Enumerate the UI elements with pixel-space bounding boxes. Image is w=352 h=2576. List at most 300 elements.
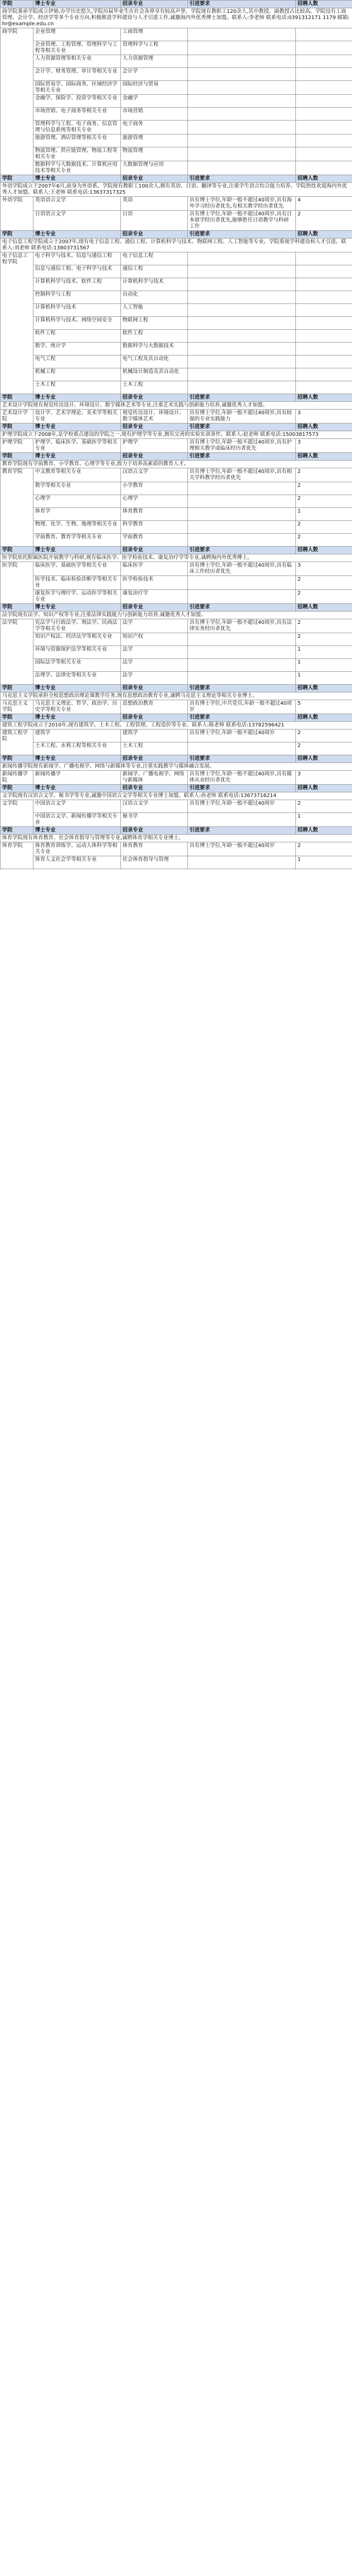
condition-cell (188, 55, 296, 68)
condition-cell (188, 147, 296, 161)
count-cell: 2 (296, 211, 352, 231)
count-cell: 3 (296, 439, 352, 453)
school-name-cell: 医学院 (1, 562, 33, 604)
table-row (1, 95, 352, 108)
table-row (1, 813, 352, 827)
direction-cell: 市场营销 (121, 108, 188, 121)
direction-cell: 管理科学与工程 (121, 41, 188, 55)
count-cell (296, 265, 352, 278)
count-cell: 2 (296, 800, 352, 813)
school-intro: 艺术设计学院现有视觉传达设计、环境设计、数字媒体艺术等专业,注重艺术实践与创新能力培养,诚邀优秀人才加盟。 (1, 402, 352, 410)
count-cell (296, 317, 352, 330)
table-row (1, 562, 352, 576)
condition-cell (188, 304, 296, 317)
condition-cell (188, 343, 296, 355)
table-row (1, 81, 352, 95)
table-header-row (1, 1, 352, 8)
count-cell: 2 (296, 742, 352, 755)
direction-cell: 康复治疗学 (121, 590, 188, 604)
direction-cell: 土木工程 (121, 742, 188, 755)
table-row (1, 304, 352, 317)
condition-cell (188, 672, 296, 685)
count-cell (296, 121, 352, 134)
major-cell: 中文教育等相关专业 (33, 468, 121, 482)
school-name-cell: 商学院 (1, 28, 33, 175)
table-header-row (1, 755, 352, 763)
condition-cell (188, 355, 296, 368)
count-cell: 1 (296, 646, 352, 659)
header-cell: 招聘人数 (296, 755, 352, 763)
table-row (1, 842, 352, 856)
major-cell: 土木工程、水利工程等相关专业 (33, 742, 121, 755)
header-cell: 博士专业 (33, 423, 121, 431)
condition-cell (188, 330, 296, 343)
header-cell: 招聘人数 (296, 785, 352, 792)
table-row (1, 659, 352, 672)
major-cell: 环境与资源保护法学等相关专业 (33, 646, 121, 659)
table-row (1, 211, 352, 231)
school-intro-row (1, 8, 352, 28)
table-row (1, 68, 352, 81)
school-intro-row (1, 239, 352, 252)
count-cell (296, 330, 352, 343)
count-cell: 2 (296, 619, 352, 633)
major-cell: 机械工程 (33, 368, 121, 381)
header-cell: 招聘人数 (296, 827, 352, 835)
major-cell: 国际法学等相关专业 (33, 659, 121, 672)
condition-cell (188, 590, 296, 604)
condition-cell (188, 368, 296, 381)
direction-cell: 电气工程及其自动化 (121, 355, 188, 368)
table-row (1, 576, 352, 590)
school-name-cell: 体育学院 (1, 842, 33, 869)
count-cell (296, 252, 352, 265)
condition-cell: 具有博士学位,年龄一般不超过40周岁,具有临床工作经历者优先 (188, 562, 296, 576)
count-cell: 2 (296, 730, 352, 742)
condition-cell (188, 646, 296, 659)
header-cell: 招聘人数 (296, 394, 352, 402)
condition-cell (188, 381, 296, 394)
major-cell: 国际贸易学、国际商务、区域经济学等相关专业 (33, 81, 121, 95)
header-cell: 博士专业 (33, 175, 121, 183)
header-cell: 学院 (1, 1, 33, 8)
table-row (1, 121, 352, 134)
major-cell: 市场营销、电子商务等相关专业 (33, 108, 121, 121)
school-name-cell: 护理学院 (1, 439, 33, 453)
header-cell: 招聘人数 (296, 423, 352, 431)
condition-cell (188, 278, 296, 291)
school-intro-row (1, 763, 352, 771)
recruitment-table-body (1, 1, 352, 869)
major-cell: 电子科学与技术、信息与通信工程 (33, 252, 121, 265)
count-cell: 2 (296, 521, 352, 534)
condition-cell (188, 161, 296, 175)
count-cell: 2 (296, 468, 352, 482)
direction-cell: 知识产权 (121, 633, 188, 646)
table-row (1, 28, 352, 41)
table-row (1, 410, 352, 423)
count-cell: 1 (296, 659, 352, 672)
header-cell: 博士专业 (33, 685, 121, 692)
header-cell: 招聘人数 (296, 685, 352, 692)
header-cell: 学院 (1, 394, 33, 402)
header-cell: 博士专业 (33, 755, 121, 763)
direction-cell: 旅游管理 (121, 134, 188, 147)
table-row (1, 368, 352, 381)
table-row (1, 495, 352, 508)
header-cell: 招聘人数 (296, 547, 352, 554)
direction-cell: 自动化 (121, 291, 188, 304)
condition-cell: 具有博士学位,中共党员,年龄一般不超过40周岁 (188, 700, 296, 714)
header-cell: 引进要求 (188, 423, 296, 431)
table-row (1, 590, 352, 604)
table-row (1, 742, 352, 755)
header-cell: 学院 (1, 547, 33, 554)
header-cell: 招录专业 (121, 827, 188, 835)
table-row (1, 534, 352, 547)
major-cell: 物流管理、供应链管理、物流工程等相关专业 (33, 147, 121, 161)
recruitment-table (0, 0, 352, 869)
direction-cell: 数据科学与大数据技术 (121, 343, 188, 355)
table-header-row (1, 685, 352, 692)
count-cell (296, 81, 352, 95)
school-name-cell: 建筑工程学院 (1, 730, 33, 755)
table-header-row (1, 714, 352, 722)
table-row (1, 508, 352, 521)
table-row (1, 197, 352, 211)
table-row (1, 330, 352, 343)
header-cell: 引进要求 (188, 827, 296, 835)
major-cell: 物理、化学、生物、地理等相关专业 (33, 521, 121, 534)
table-row (1, 108, 352, 121)
condition-cell (188, 742, 296, 755)
condition-cell (188, 856, 296, 869)
header-cell: 引进要求 (188, 175, 296, 183)
direction-cell: 金融学 (121, 95, 188, 108)
direction-cell: 体育教育 (121, 508, 188, 521)
direction-cell: 小学教育 (121, 482, 188, 495)
school-name-cell: 教育学院 (1, 468, 33, 547)
major-cell: 土木工程 (33, 381, 121, 394)
major-cell: 体育人文社会学等相关专业 (33, 856, 121, 869)
header-cell: 招录专业 (121, 231, 188, 239)
condition-cell (188, 813, 296, 827)
condition-cell (188, 482, 296, 495)
direction-cell: 会计学 (121, 68, 188, 81)
header-cell: 学院 (1, 453, 33, 461)
count-cell (296, 95, 352, 108)
header-cell: 学院 (1, 685, 33, 692)
direction-cell: 软件工程 (121, 330, 188, 343)
count-cell: 3 (296, 562, 352, 576)
count-cell (296, 55, 352, 68)
school-name-cell: 电子信息工程学院 (1, 252, 33, 394)
count-cell (296, 343, 352, 355)
table-header-row (1, 453, 352, 461)
table-header-row (1, 547, 352, 554)
header-cell: 招录专业 (121, 423, 188, 431)
condition-cell: 具有博士学位,年龄一般不超过40周岁 (188, 800, 296, 813)
major-cell: 计算机科学与技术、软件工程 (33, 278, 121, 291)
major-cell: 计算机科学与技术 (33, 304, 121, 317)
major-cell: 学前教育、教育学等相关专业 (33, 534, 121, 547)
condition-cell (188, 317, 296, 330)
condition-cell: 具有博士学位,年龄一般不超过40周岁 (188, 730, 296, 742)
header-cell: 博士专业 (33, 1, 121, 8)
header-cell: 学院 (1, 714, 33, 722)
count-cell: 4 (296, 197, 352, 211)
major-cell: 马克思主义理论、哲学、政治学、历史学等相关专业 (33, 700, 121, 714)
header-cell: 引进要求 (188, 1, 296, 8)
count-cell (296, 304, 352, 317)
header-cell: 引进要求 (188, 714, 296, 722)
direction-cell: 英语 (121, 197, 188, 211)
direction-cell: 护理学 (121, 439, 188, 453)
header-cell: 学院 (1, 231, 33, 239)
header-cell: 招聘人数 (296, 1, 352, 8)
header-cell: 招录专业 (121, 453, 188, 461)
school-intro: 医学院依托附属医院开展教学与科研,现有临床医学、医学检验技术、康复治疗学等专业,诚聘海内外优秀博士。 (1, 554, 352, 562)
header-cell: 博士专业 (33, 604, 121, 612)
condition-cell (188, 108, 296, 121)
major-cell: 建筑学 (33, 730, 121, 742)
table-row (1, 730, 352, 742)
major-cell: 新闻传播学 (33, 771, 121, 785)
count-cell (296, 108, 352, 121)
school-intro: 电子信息工程学院成立于2007年,现有电子信息工程、通信工程、计算机科学与技术、物联网工程、人工智能等专业。学院重视学科建设和人才引进。联系人:刘老师 联系电话:13803731567 (1, 239, 352, 252)
count-cell (296, 28, 352, 41)
count-cell: 2 (296, 590, 352, 604)
condition-cell (188, 41, 296, 55)
major-cell: 控制科学与工程 (33, 291, 121, 304)
table-row (1, 771, 352, 785)
table-row (1, 55, 352, 68)
direction-cell: 物联网工程 (121, 317, 188, 330)
table-row (1, 291, 352, 304)
header-cell: 学院 (1, 423, 33, 431)
table-row (1, 800, 352, 813)
header-cell: 招录专业 (121, 714, 188, 722)
count-cell (296, 355, 352, 368)
table-row (1, 521, 352, 534)
count-cell: 2 (296, 576, 352, 590)
condition-cell (188, 291, 296, 304)
direction-cell: 科学教育 (121, 521, 188, 534)
header-cell: 招聘人数 (296, 231, 352, 239)
condition-cell: 具有博士学位,年龄一般不超过40周岁,具有相关学科教学经历者优先 (188, 468, 296, 482)
major-cell: 中国语言文学 (33, 800, 121, 813)
table-row (1, 161, 352, 175)
header-cell: 引进要求 (188, 453, 296, 461)
condition-cell (188, 633, 296, 646)
condition-cell (188, 28, 296, 41)
school-intro-row (1, 692, 352, 700)
table-row (1, 343, 352, 355)
count-cell (296, 147, 352, 161)
school-intro: 马克思主义学院承担全校思想政治理论课教学任务,现有思想政治教育专业,诚聘马克思主义理论等相关专业博士。 (1, 692, 352, 700)
header-cell: 招录专业 (121, 175, 188, 183)
major-cell: 软件工程 (33, 330, 121, 343)
school-intro-row (1, 722, 352, 730)
major-cell: 旅游管理、酒店管理等相关专业 (33, 134, 121, 147)
count-cell: 1 (296, 856, 352, 869)
count-cell: 1 (296, 672, 352, 685)
table-row (1, 856, 352, 869)
table-header-row (1, 231, 352, 239)
direction-cell: 秘书学 (121, 813, 188, 827)
condition-cell (188, 659, 296, 672)
condition-cell (188, 508, 296, 521)
table-row (1, 317, 352, 330)
header-cell: 招聘人数 (296, 175, 352, 183)
direction-cell: 人力资源管理 (121, 55, 188, 68)
table-row (1, 439, 352, 453)
table-row (1, 265, 352, 278)
count-cell: 5 (296, 700, 352, 714)
major-cell: 宪法学与行政法学、刑法学、民商法学等相关专业 (33, 619, 121, 633)
count-cell: 2 (296, 482, 352, 495)
direction-cell: 法学 (121, 646, 188, 659)
major-cell: 企业管理 (33, 28, 121, 41)
header-cell: 博士专业 (33, 714, 121, 722)
table-header-row (1, 604, 352, 612)
table-header-row (1, 423, 352, 431)
school-intro-row (1, 835, 352, 842)
header-cell: 招聘人数 (296, 714, 352, 722)
header-cell: 引进要求 (188, 394, 296, 402)
condition-cell (188, 534, 296, 547)
major-cell: 数学、统计学 (33, 343, 121, 355)
school-name-cell: 文学院 (1, 800, 33, 827)
header-cell: 博士专业 (33, 827, 121, 835)
count-cell (296, 41, 352, 55)
table-header-row (1, 394, 352, 402)
header-cell: 引进要求 (188, 547, 296, 554)
table-row (1, 252, 352, 265)
count-cell (296, 134, 352, 147)
school-intro: 新闻传播学院现有新闻学、广播电视学、网络与新媒体等专业,注重实践教学与媒体融合发展。 (1, 763, 352, 771)
school-name-cell: 新闻传播学院 (1, 771, 33, 785)
header-cell: 学院 (1, 604, 33, 612)
condition-cell (188, 576, 296, 590)
header-cell: 引进要求 (188, 231, 296, 239)
direction-cell: 社会体育指导与管理 (121, 856, 188, 869)
table-row (1, 633, 352, 646)
major-cell: 临床医学、基础医学等相关专业 (33, 562, 121, 576)
direction-cell: 通信工程 (121, 265, 188, 278)
count-cell (296, 278, 352, 291)
table-header-row (1, 785, 352, 792)
condition-cell: 具有博士学位,年龄一般不超过40周岁,具有较强的专业实践能力 (188, 410, 296, 423)
count-cell (296, 161, 352, 175)
condition-cell (188, 265, 296, 278)
school-intro: 文学院现有汉语言文学、秘书学等专业,诚邀中国语言文学等相关专业博士加盟。联系人:孙老师 联系电话:13673716214 (1, 792, 352, 800)
condition-cell: 具有博士学位,年龄一般不超过40周岁,具有日本留学经历者优先,能够胜任日语教学与科研工作 (188, 211, 296, 231)
major-cell: 体育教育训练学、运动人体科学等相关专业 (33, 842, 121, 856)
direction-cell: 机械设计制造及其自动化 (121, 368, 188, 381)
count-cell: 1 (296, 813, 352, 827)
header-cell: 引进要求 (188, 685, 296, 692)
count-cell (296, 291, 352, 304)
header-cell: 招录专业 (121, 685, 188, 692)
count-cell: 2 (296, 495, 352, 508)
direction-cell: 心理学 (121, 495, 188, 508)
direction-cell: 法学 (121, 659, 188, 672)
direction-cell: 大数据管理与应用 (121, 161, 188, 175)
major-cell: 信息与通信工程、电子科学与技术 (33, 265, 121, 278)
major-cell: 会计学、财务管理、审计等相关专业 (33, 68, 121, 81)
header-cell: 学院 (1, 755, 33, 763)
table-row (1, 672, 352, 685)
school-intro: 体育学院现有体育教育、社会体育指导与管理等专业,诚聘体育学相关专业博士。 (1, 835, 352, 842)
condition-cell (188, 252, 296, 265)
condition-cell: 具有博士学位,年龄一般不超过40周岁 (188, 842, 296, 856)
table-row (1, 381, 352, 394)
count-cell: 2 (296, 633, 352, 646)
school-intro: 法学院现有法学、知识产权等专业,注重法律实践能力与创新能力培养,诚邀优秀人才加盟。 (1, 612, 352, 619)
direction-cell: 视觉传达设计、环境设计、数字媒体艺术 (121, 410, 188, 423)
major-cell: 电气工程 (33, 355, 121, 368)
header-cell: 博士专业 (33, 453, 121, 461)
condition-cell (188, 121, 296, 134)
school-intro: 商学院秉承学院成立伊始,办学历史悠久,学院历届毕业生在社会各界享有较高声誉。学院现有教职工120余人,其中教授、副教授占比较高。学院设有工商管理、会计学、经济学等多个专业方向,积极推进学科建设与人才引进工作,诚邀海内外优秀博士加盟。联系人:李老师 联系电话:0391312171 1179 邮箱:hr@example.edu.cn (1, 8, 352, 28)
condition-cell: 具有博士学位,年龄一般不超过40周岁,具有媒体从业经历者优先 (188, 771, 296, 785)
header-cell: 引进要求 (188, 785, 296, 792)
school-intro-row (1, 554, 352, 562)
condition-cell (188, 81, 296, 95)
header-cell: 招聘人数 (296, 604, 352, 612)
school-intro-row (1, 183, 352, 197)
count-cell: 1 (296, 508, 352, 521)
direction-cell: 电子商务 (121, 121, 188, 134)
school-intro: 教育学院现有学前教育、小学教育、心理学等专业,致力于培养高素质的教育人才。 (1, 461, 352, 468)
header-cell: 学院 (1, 827, 33, 835)
table-row (1, 619, 352, 633)
major-cell: 心理学 (33, 495, 121, 508)
direction-cell: 学前教育 (121, 534, 188, 547)
header-cell: 招录专业 (121, 394, 188, 402)
direction-cell: 思想政治教育 (121, 700, 188, 714)
count-cell (296, 368, 352, 381)
header-cell: 学院 (1, 785, 33, 792)
direction-cell: 汉语言文学 (121, 468, 188, 482)
major-cell: 数学等相关专业 (33, 482, 121, 495)
direction-cell: 新闻学、广播电视学、网络与新媒体 (121, 771, 188, 785)
school-intro-row (1, 431, 352, 439)
condition-cell (188, 521, 296, 534)
condition-cell (188, 495, 296, 508)
school-name-cell: 法学院 (1, 619, 33, 685)
condition-cell: 具有博士学位,年龄一般不超过40周岁,具有法律实务经历者优先 (188, 619, 296, 633)
school-intro: 护理学院成立于2008年,是学校重点建设的学院之一,现有护理学等专业,拥有完善的实验实训条件。联系人:赵老师 联系电话:15003817573 (1, 431, 352, 439)
header-cell: 引进要求 (188, 604, 296, 612)
header-cell: 招录专业 (121, 604, 188, 612)
condition-cell: 具有博士学位,年龄一般不超过40周岁,具有护理相关教学或临床经历者优先 (188, 439, 296, 453)
direction-cell: 计算机科学与技术 (121, 278, 188, 291)
count-cell (296, 381, 352, 394)
table-header-row (1, 827, 352, 835)
major-cell: 体育学 (33, 508, 121, 521)
table-row (1, 41, 352, 55)
direction-cell: 工商管理 (121, 28, 188, 41)
header-cell: 博士专业 (33, 231, 121, 239)
school-intro: 外语学院成立于2007年6月,前身为外语系。学院现有教职工100余人,拥有英语、日语、翻译等专业,注重学生语言综合能力培养。学院热忱欢迎海内外优秀人才加盟。联系人:王老师 联系电话:13637317325 (1, 183, 352, 197)
school-intro-row (1, 402, 352, 410)
table-row (1, 147, 352, 161)
count-cell: 3 (296, 410, 352, 423)
header-cell: 招录专业 (121, 547, 188, 554)
major-cell: 设计学、艺术学理论、美术学等相关专业 (33, 410, 121, 423)
